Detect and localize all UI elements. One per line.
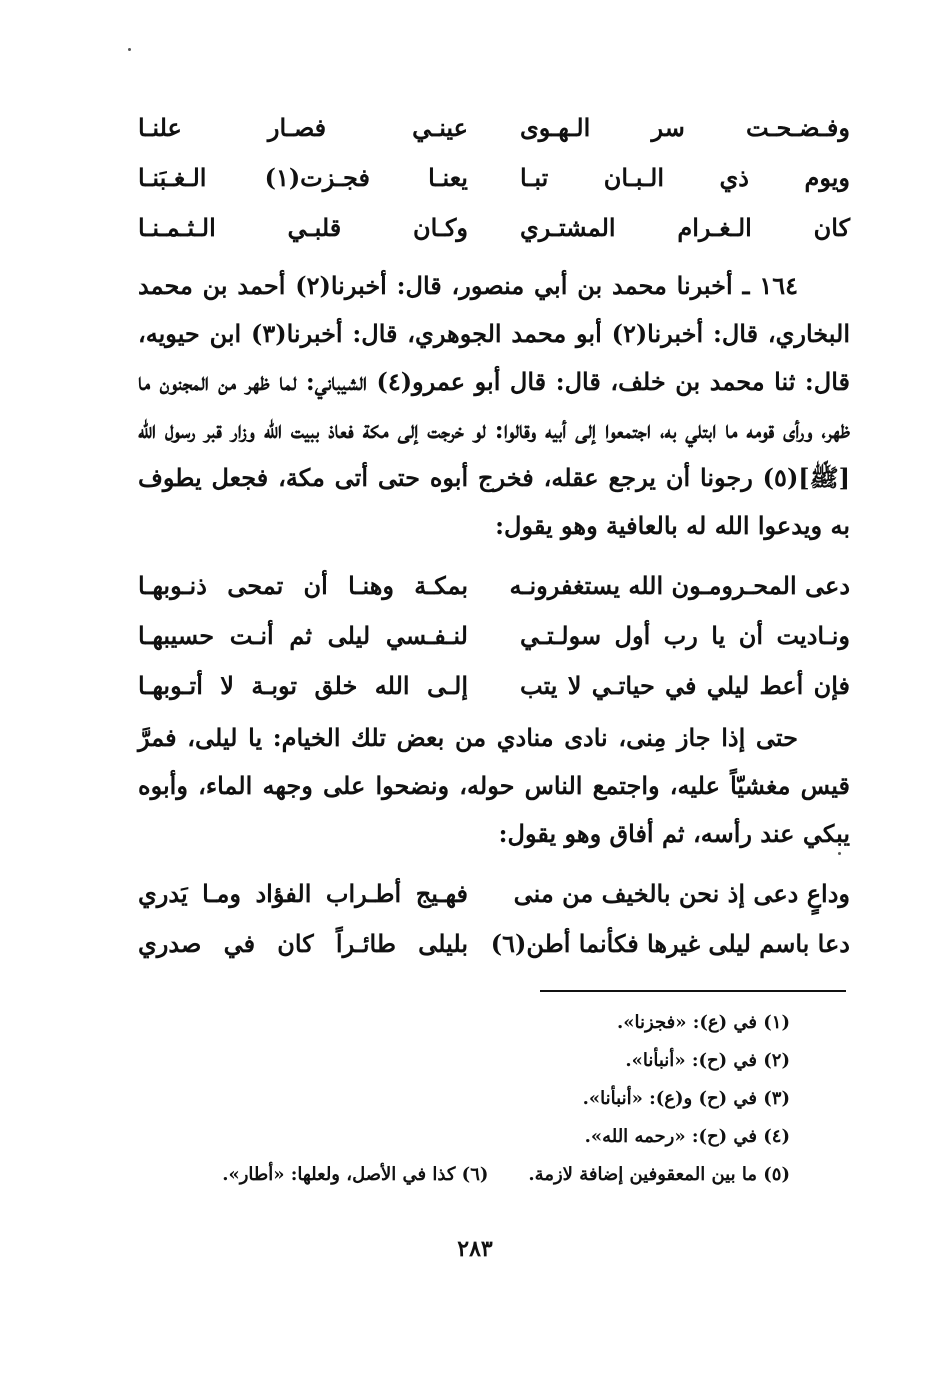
verse-line — [138, 660, 850, 710]
narration-text: ١٦٤ ـ أخبرنا محمد بن أبي منصور، قال: أخبرنا(٢) أحمد بن محمد البخاري، قال: أخبرنا(٢) أبو محمد الجوهري، قال: أخبرنا(٣) ابن حيويه، قال: ثنا محمد بن خلف، قال: قال أبو عمرو(٤) الشيباني: لما ظهر من المجنون ما ظهر، ورأى قومه ما ابتلي به، اجتمعوا إلى أبيه وقالوا: لو خرجت إلى مكة فعاذ ببيت الله وزار قبر رسول الله [ﷺ](٥) رجونا أن يرجع عقله، فخرج أبوه حتى أتى مكة، فجعل يطوف به ويدعوا الله له بالعافية وهو يقول: — [138, 271, 851, 540]
scan-speck — [128, 48, 131, 51]
verse-ajuz: وكـان قلبـي الـثـمـنـا — [138, 212, 468, 242]
verse-line — [138, 868, 850, 918]
verse-line — [138, 560, 850, 610]
verse-sadr: ويوم ذي الـبـان تبـا — [520, 162, 850, 192]
verse-sadr: ونـاديت أن يا رب أول سولـتـي — [520, 620, 850, 650]
verse-ajuz: إلـى الله خلق توبـة لا أتـوبهـا — [138, 670, 468, 700]
verse-line — [138, 918, 850, 968]
verse-ajuz: بليلى طائـراً كان في صدري — [138, 928, 468, 958]
footnote: (٦) كذا في الأصل، ولعلها: «أطار». — [222, 1164, 489, 1185]
verse-line — [138, 152, 850, 202]
poem-3 — [138, 868, 850, 968]
story-text: حتى إذا جاز مِنى، نادى منادي من بعض تلك الخيام: يا ليلى، فمرَّ قيس مغشيّاً عليه، واجتمع الناس حوله، ونضحوا على وجهه الماء، وأبوه يبكي عند رأسه، ثم أفاق وهو يقول: — [138, 723, 850, 848]
footnotes — [170, 1004, 790, 1194]
footnote: (٥) ما بين المعقوفين إضافة لازمة. — [528, 1164, 790, 1185]
page-number: ٢٨٣ — [457, 1236, 493, 1262]
verse-ajuz: بمكـة وهنـا أن تمحى ذنـوبهـا — [138, 570, 468, 600]
verse-sadr: وفـضـحـت سر الـهـوى — [520, 112, 850, 142]
verse-line — [138, 102, 850, 152]
footnote: (٢) في (ح): «أنبأنا». — [625, 1050, 790, 1071]
narration-paragraph — [138, 262, 850, 550]
footnote-separator — [540, 990, 846, 992]
verse-ajuz: فهـيج أطـراب الفؤاد ومـا يَدري — [138, 878, 468, 908]
verse-sadr: كان الـغـرام المشتـري — [520, 212, 850, 242]
poem-1 — [138, 102, 850, 252]
poem-2 — [138, 560, 850, 710]
footnote-row — [170, 1156, 790, 1194]
verse-ajuz: عينـي فصـار علنـا — [138, 112, 468, 142]
story-paragraph — [138, 714, 850, 858]
verse-ajuz: لنـفـسي ليلى ثم أنـت حسيبهـا — [138, 620, 468, 650]
verse-sadr: دعا باسم ليلى غيرها فكأنما أطن(٦) — [490, 928, 850, 958]
verse-sadr: دعى المحـرومـون الله يستغفرونـه — [509, 570, 850, 600]
footnote: (١) في (ع): «فجزنا». — [617, 1012, 790, 1033]
verse-sadr: وداعٍ دعى إذ نحن بالخيف من منى — [513, 878, 850, 908]
verse-ajuz: يعنـا فجـزت(١) الـغـبَنـا — [138, 162, 468, 192]
verse-line — [138, 202, 850, 252]
verse-line — [138, 610, 850, 660]
footnote: (٤) في (ح): «رحمه الله». — [584, 1126, 790, 1147]
footnote: (٣) في (ح) و(ع): «أنبأنا». — [582, 1088, 790, 1109]
verse-sadr: فإن أعط ليلي في حياتـي لا يتب — [520, 670, 850, 700]
